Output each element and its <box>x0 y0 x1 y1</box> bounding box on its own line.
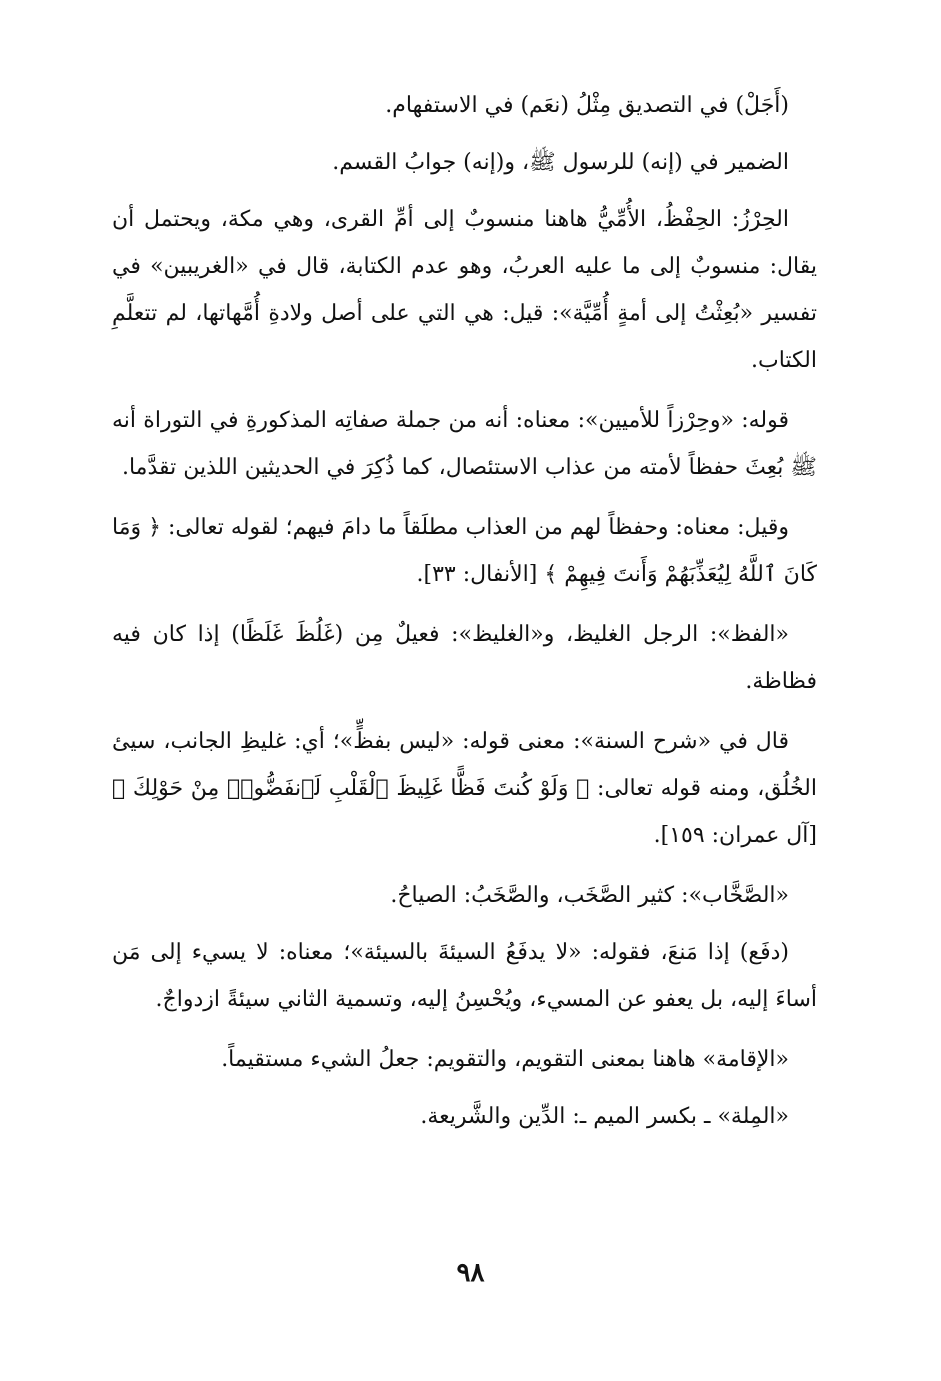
paragraph-sharh-al-sunna: قال في «شرح السنة»: معنى قوله: «ليس بفظٍّ»؛ أي: غليظِ الجانب، سيئ الخُلُق، ومنه قوله تعالى: ﴿ وَلَوْ كُنتَ فَظًّا غَلِيظَ ٱلْقَلْبِ لَٱنفَضُّوا۟ مِنْ حَوْلِكَ ﴾ [آل عمران: ١٥٩]. <box>112 729 817 848</box>
paragraph-al-iqama: «الإقامة» هاهنا بمعنى التقويم، والتقويم: جعلُ الشيء مستقيماً. <box>221 1047 789 1072</box>
paragraph-wa-qila: وقيل: معناه: وحفظاً لهم من العذاب مطلَقاً ما دامَ فيهم؛ لقوله تعالى: ﴿ وَمَا كَانَ ٱللَّهُ لِيُعَذِّبَهُمْ وَأَنتَ فِيهِمْ ﴾ [الأنفال: ٣٣]. <box>112 515 817 587</box>
paragraph-al-milla: «المِلة» ـ بكسر الميم ـ: الدِّين والشَّريعة. <box>420 1104 789 1129</box>
paragraph-pronoun: الضمير في (إنه) للرسول ﷺ، و(إنه) جوابُ القسم. <box>332 150 789 175</box>
paragraph-al-sakhkhab: «الصَّخَّاب»: كثير الصَّخَب، والصَّخَبُ: الصياحُ. <box>390 883 789 908</box>
paragraph-dafaa: (دفَع) إذا مَنعَ، فقوله: «لا يدفَعُ السيئةَ بالسيئة»؛ معناه: لا يسيء إلى مَن أساءَ إليه، بل يعفو عن المسيء، ويُحْسِنُ إليه، وتسمية الثاني سيئةً ازدواجٌ. <box>112 940 817 1012</box>
paragraph-ajal: (أَجَلْ) في التصديق مِثْلُ (نعَم) في الاستفهام. <box>385 93 789 118</box>
paragraph-hirz: الحِرْزُ: الحِفْظُ، الأُمِّيُّ هاهنا منسوبٌ إلى أمِّ القرى، وهي مكة، ويحتمل أن يقال: منسوبٌ إلى ما عليه العربُ، وهو عدم الكتابة، قال في «الغريبين» في تفسير «بُعِثْتُ إلى أمةٍ أُمِّيَّة»: قيل: هي التي على أصل ولادةِ أُمَّهاتها، لم تتعلَّمِ الكتاب. <box>112 207 817 373</box>
paragraph-al-fazz: «الفظ»: الرجل الغليظ، و«الغليظ»: فعيلٌ مِن (غَلُظَ غَلَظًا) إذا كان فيه فظاظة. <box>112 622 817 694</box>
page-number: ٩٨ <box>456 1258 485 1288</box>
paragraph-hirzan-lil-ummiyyin: قوله: «وحِرْزاً للأميين»: معناه: أنه من جملة صفاتِه المذكورةِ في التوراة أنه ﷺ بُعِثَ حفظاً لأمته من عذاب الاستئصال، كما ذُكِرَ في الحديثين اللذين تقدَّما. <box>112 408 817 480</box>
